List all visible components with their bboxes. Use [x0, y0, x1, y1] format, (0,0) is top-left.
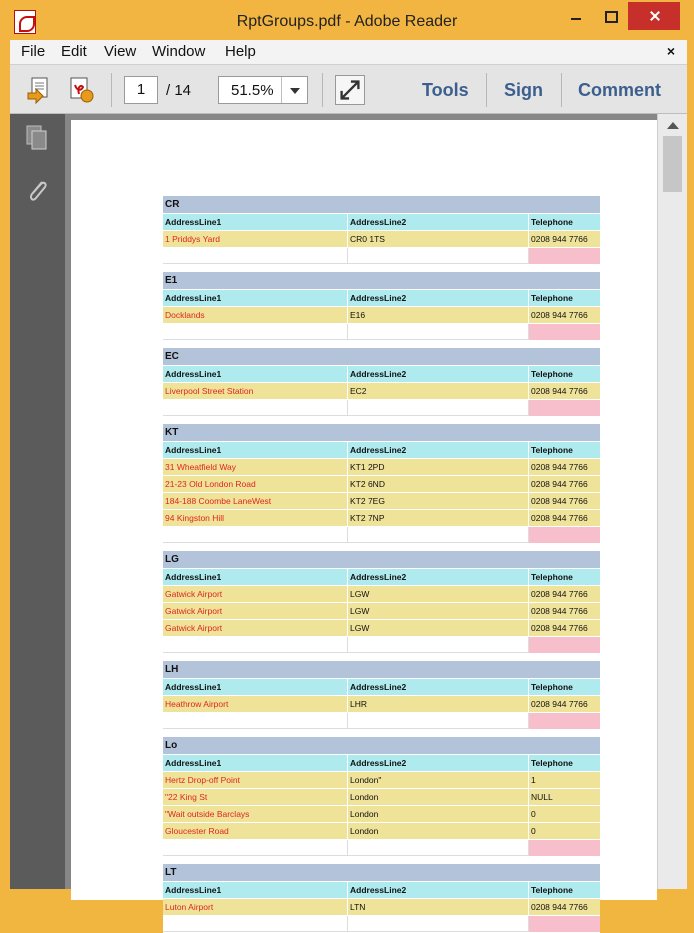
address-line1-cell: Gloucester Road	[163, 823, 348, 839]
column-header: AddressLine2	[348, 290, 529, 306]
chevron-down-icon[interactable]	[281, 77, 307, 103]
footer-cell	[348, 637, 529, 653]
toolbar-separator	[486, 73, 487, 107]
group-footer-row	[163, 916, 600, 933]
telephone-cell: 0	[531, 826, 536, 836]
column-header: AddressLine1	[163, 679, 348, 695]
footer-cell	[163, 840, 348, 856]
footer-cell	[529, 916, 600, 932]
column-header-row	[163, 755, 600, 772]
column-header-row	[163, 442, 600, 459]
group-header: Lo	[163, 737, 600, 755]
group-spacer	[163, 730, 600, 737]
telephone-cell: NULL	[531, 792, 553, 802]
column-header: Telephone	[531, 682, 573, 692]
table-row	[163, 307, 600, 324]
footer-cell	[348, 916, 529, 932]
address-line1-cell: Gatwick Airport	[163, 586, 348, 602]
group-header: LG	[163, 551, 600, 569]
table-row	[163, 772, 600, 789]
table-row	[163, 493, 600, 510]
footer-cell	[163, 713, 348, 729]
minimize-button[interactable]	[563, 2, 589, 30]
footer-cell	[529, 324, 600, 340]
telephone-cell: 0208 944 7766	[531, 234, 588, 244]
column-header: AddressLine2	[348, 882, 529, 898]
footer-cell	[163, 400, 348, 416]
menu-window[interactable]: Window	[152, 43, 206, 60]
expand-icon[interactable]	[335, 75, 365, 105]
menu-edit[interactable]: Edit	[61, 43, 87, 60]
toolbar-separator	[111, 73, 112, 107]
group-header: KT	[163, 424, 600, 442]
column-header: AddressLine1	[163, 214, 348, 230]
address-line2-cell: London	[348, 806, 529, 822]
group-spacer	[163, 857, 600, 864]
table-row	[163, 459, 600, 476]
address-line1-cell: "Wait outside Barclays	[163, 806, 348, 822]
address-line1-cell: Heathrow Airport	[163, 696, 348, 712]
telephone-cell: 0208 944 7766	[531, 310, 588, 320]
group-footer-row	[163, 400, 600, 417]
title-bar	[0, 0, 694, 40]
footer-cell	[348, 248, 529, 264]
address-line1-cell: Docklands	[163, 307, 348, 323]
footer-cell	[348, 400, 529, 416]
zoom-select[interactable]	[218, 76, 308, 104]
window-title: RptGroups.pdf - Adobe Reader	[236, 13, 458, 30]
footer-cell	[348, 527, 529, 543]
column-header: AddressLine2	[348, 679, 529, 695]
column-header: Telephone	[531, 885, 573, 895]
address-line2-cell: London"	[348, 772, 529, 788]
column-header: AddressLine1	[163, 442, 348, 458]
address-line1-cell: Gatwick Airport	[163, 603, 348, 619]
column-header: Telephone	[531, 293, 573, 303]
footer-cell	[348, 840, 529, 856]
report-group	[163, 272, 600, 341]
column-header: AddressLine1	[163, 755, 348, 771]
telephone-cell: 0208 944 7766	[531, 462, 588, 472]
scroll-thumb[interactable]	[663, 136, 682, 192]
column-header: AddressLine2	[348, 366, 529, 382]
group-header: CR	[163, 196, 600, 214]
pdf-page	[71, 120, 657, 912]
column-header-row	[163, 882, 600, 899]
column-header: AddressLine2	[348, 442, 529, 458]
table-row	[163, 696, 600, 713]
telephone-cell: 0208 944 7766	[531, 479, 588, 489]
address-line2-cell: EC2	[348, 383, 529, 399]
telephone-cell: 0	[531, 809, 536, 819]
address-line2-cell: KT2 7NP	[348, 510, 529, 526]
column-header: AddressLine1	[163, 290, 348, 306]
address-line2-cell: London	[348, 789, 529, 805]
toolbar	[10, 64, 687, 114]
telephone-cell: 0208 944 7766	[531, 902, 588, 912]
document-area[interactable]	[65, 114, 657, 912]
column-header: Telephone	[531, 217, 573, 227]
column-header: Telephone	[531, 445, 573, 455]
group-spacer	[163, 544, 600, 551]
toolbar-separator	[561, 73, 562, 107]
footer-cell	[163, 248, 348, 264]
menu-bar	[10, 40, 687, 64]
address-line2-cell: LGW	[348, 620, 529, 636]
address-line2-cell: LTN	[348, 899, 529, 915]
group-report	[163, 196, 600, 933]
footer-cell	[529, 527, 600, 543]
report-group	[163, 737, 600, 857]
column-header: Telephone	[531, 369, 573, 379]
scroll-up-icon[interactable]	[667, 122, 679, 129]
address-line2-cell: LGW	[348, 603, 529, 619]
address-line1-cell: 184-188 Coombe LaneWest	[163, 493, 348, 509]
footer-cell	[348, 324, 529, 340]
report-group	[163, 661, 600, 730]
column-header: Telephone	[531, 572, 573, 582]
address-line1-cell: 1 Priddys Yard	[163, 231, 348, 247]
column-header: Telephone	[531, 758, 573, 768]
pages-panel-icon[interactable]	[24, 124, 50, 152]
maximize-button[interactable]	[596, 2, 624, 30]
footer-cell	[529, 840, 600, 856]
group-spacer	[163, 341, 600, 348]
tools-button[interactable]: Tools	[422, 80, 469, 100]
column-header-row	[163, 214, 600, 231]
sign-button[interactable]: Sign	[504, 80, 543, 100]
address-line1-cell: Gatwick Airport	[163, 620, 348, 636]
footer-cell	[163, 916, 348, 932]
telephone-cell: 0208 944 7766	[531, 513, 588, 523]
attachment-icon[interactable]	[24, 176, 50, 204]
group-footer-row	[163, 840, 600, 857]
group-spacer	[163, 265, 600, 272]
column-header: AddressLine2	[348, 755, 529, 771]
address-line2-cell: E16	[348, 307, 529, 323]
footer-cell	[163, 527, 348, 543]
address-line1-cell: "22 King St	[163, 789, 348, 805]
navigation-pane	[10, 114, 65, 889]
footer-cell	[529, 713, 600, 729]
telephone-cell: 0208 944 7766	[531, 623, 588, 633]
address-line1-cell: 94 Kingston Hill	[163, 510, 348, 526]
table-row	[163, 231, 600, 248]
group-header: LH	[163, 661, 600, 679]
table-row	[163, 823, 600, 840]
column-header-row	[163, 366, 600, 383]
comment-button[interactable]: Comment	[578, 80, 662, 100]
telephone-cell: 0208 944 7766	[531, 496, 588, 506]
group-footer-row	[163, 248, 600, 265]
column-header: AddressLine1	[163, 569, 348, 585]
address-line2-cell: KT2 6ND	[348, 476, 529, 492]
address-line2-cell: London	[348, 823, 529, 839]
footer-cell	[163, 324, 348, 340]
column-header-row	[163, 569, 600, 586]
address-line2-cell: LHR	[348, 696, 529, 712]
group-footer-row	[163, 324, 600, 341]
toolbar-separator	[322, 73, 323, 107]
address-line2-cell: KT2 7EG	[348, 493, 529, 509]
table-row	[163, 476, 600, 493]
menu-file[interactable]: File	[21, 43, 46, 60]
address-line1-cell: Hertz Drop-off Point	[163, 772, 348, 788]
table-row	[163, 806, 600, 823]
report-group	[163, 551, 600, 654]
table-row	[163, 586, 600, 603]
group-footer-row	[163, 637, 600, 654]
footer-cell	[348, 713, 529, 729]
create-pdf-icon[interactable]	[66, 75, 96, 105]
group-header: LT	[163, 864, 600, 882]
report-group	[163, 196, 600, 265]
address-line2-cell: LGW	[348, 586, 529, 602]
column-header-row	[163, 679, 600, 696]
group-footer-row	[163, 527, 600, 544]
group-spacer	[163, 654, 600, 661]
zoom-value: 51.5%	[231, 82, 274, 99]
footer-cell	[163, 637, 348, 653]
report-group	[163, 864, 600, 933]
table-row	[163, 510, 600, 527]
address-line1-cell: Liverpool Street Station	[163, 383, 348, 399]
close-document-icon[interactable]: ×	[666, 43, 675, 59]
address-line2-cell: KT1 2PD	[348, 459, 529, 475]
page-number-input[interactable]: 1	[124, 76, 158, 104]
column-header: AddressLine1	[163, 882, 348, 898]
open-file-icon[interactable]	[24, 75, 54, 105]
report-group	[163, 348, 600, 417]
telephone-cell: 0208 944 7766	[531, 606, 588, 616]
telephone-cell: 1	[531, 775, 536, 785]
table-row	[163, 383, 600, 400]
group-header: EC	[163, 348, 600, 366]
group-spacer	[163, 417, 600, 424]
column-header-row	[163, 290, 600, 307]
menu-view[interactable]: View	[104, 43, 137, 60]
close-button[interactable]	[628, 2, 680, 30]
table-row	[163, 620, 600, 637]
footer-cell	[529, 248, 600, 264]
column-header: AddressLine1	[163, 366, 348, 382]
address-line1-cell: Luton Airport	[163, 899, 348, 915]
address-line1-cell: 31 Wheatfield Way	[163, 459, 348, 475]
table-row	[163, 899, 600, 916]
table-row	[163, 603, 600, 620]
column-header: AddressLine2	[348, 569, 529, 585]
vertical-scrollbar[interactable]	[657, 114, 687, 889]
telephone-cell: 0208 944 7766	[531, 589, 588, 599]
footer-cell	[529, 400, 600, 416]
address-line2-cell: CR0 1TS	[348, 231, 529, 247]
menu-help[interactable]: Help	[225, 43, 256, 60]
address-line1-cell: 21-23 Old London Road	[163, 476, 348, 492]
report-group	[163, 424, 600, 544]
table-row	[163, 789, 600, 806]
footer-cell	[529, 637, 600, 653]
page-total: / 14	[166, 82, 192, 99]
telephone-cell: 0208 944 7766	[531, 386, 588, 396]
telephone-cell: 0208 944 7766	[531, 699, 588, 709]
group-footer-row	[163, 713, 600, 730]
group-header: E1	[163, 272, 600, 290]
column-header: AddressLine2	[348, 214, 529, 230]
